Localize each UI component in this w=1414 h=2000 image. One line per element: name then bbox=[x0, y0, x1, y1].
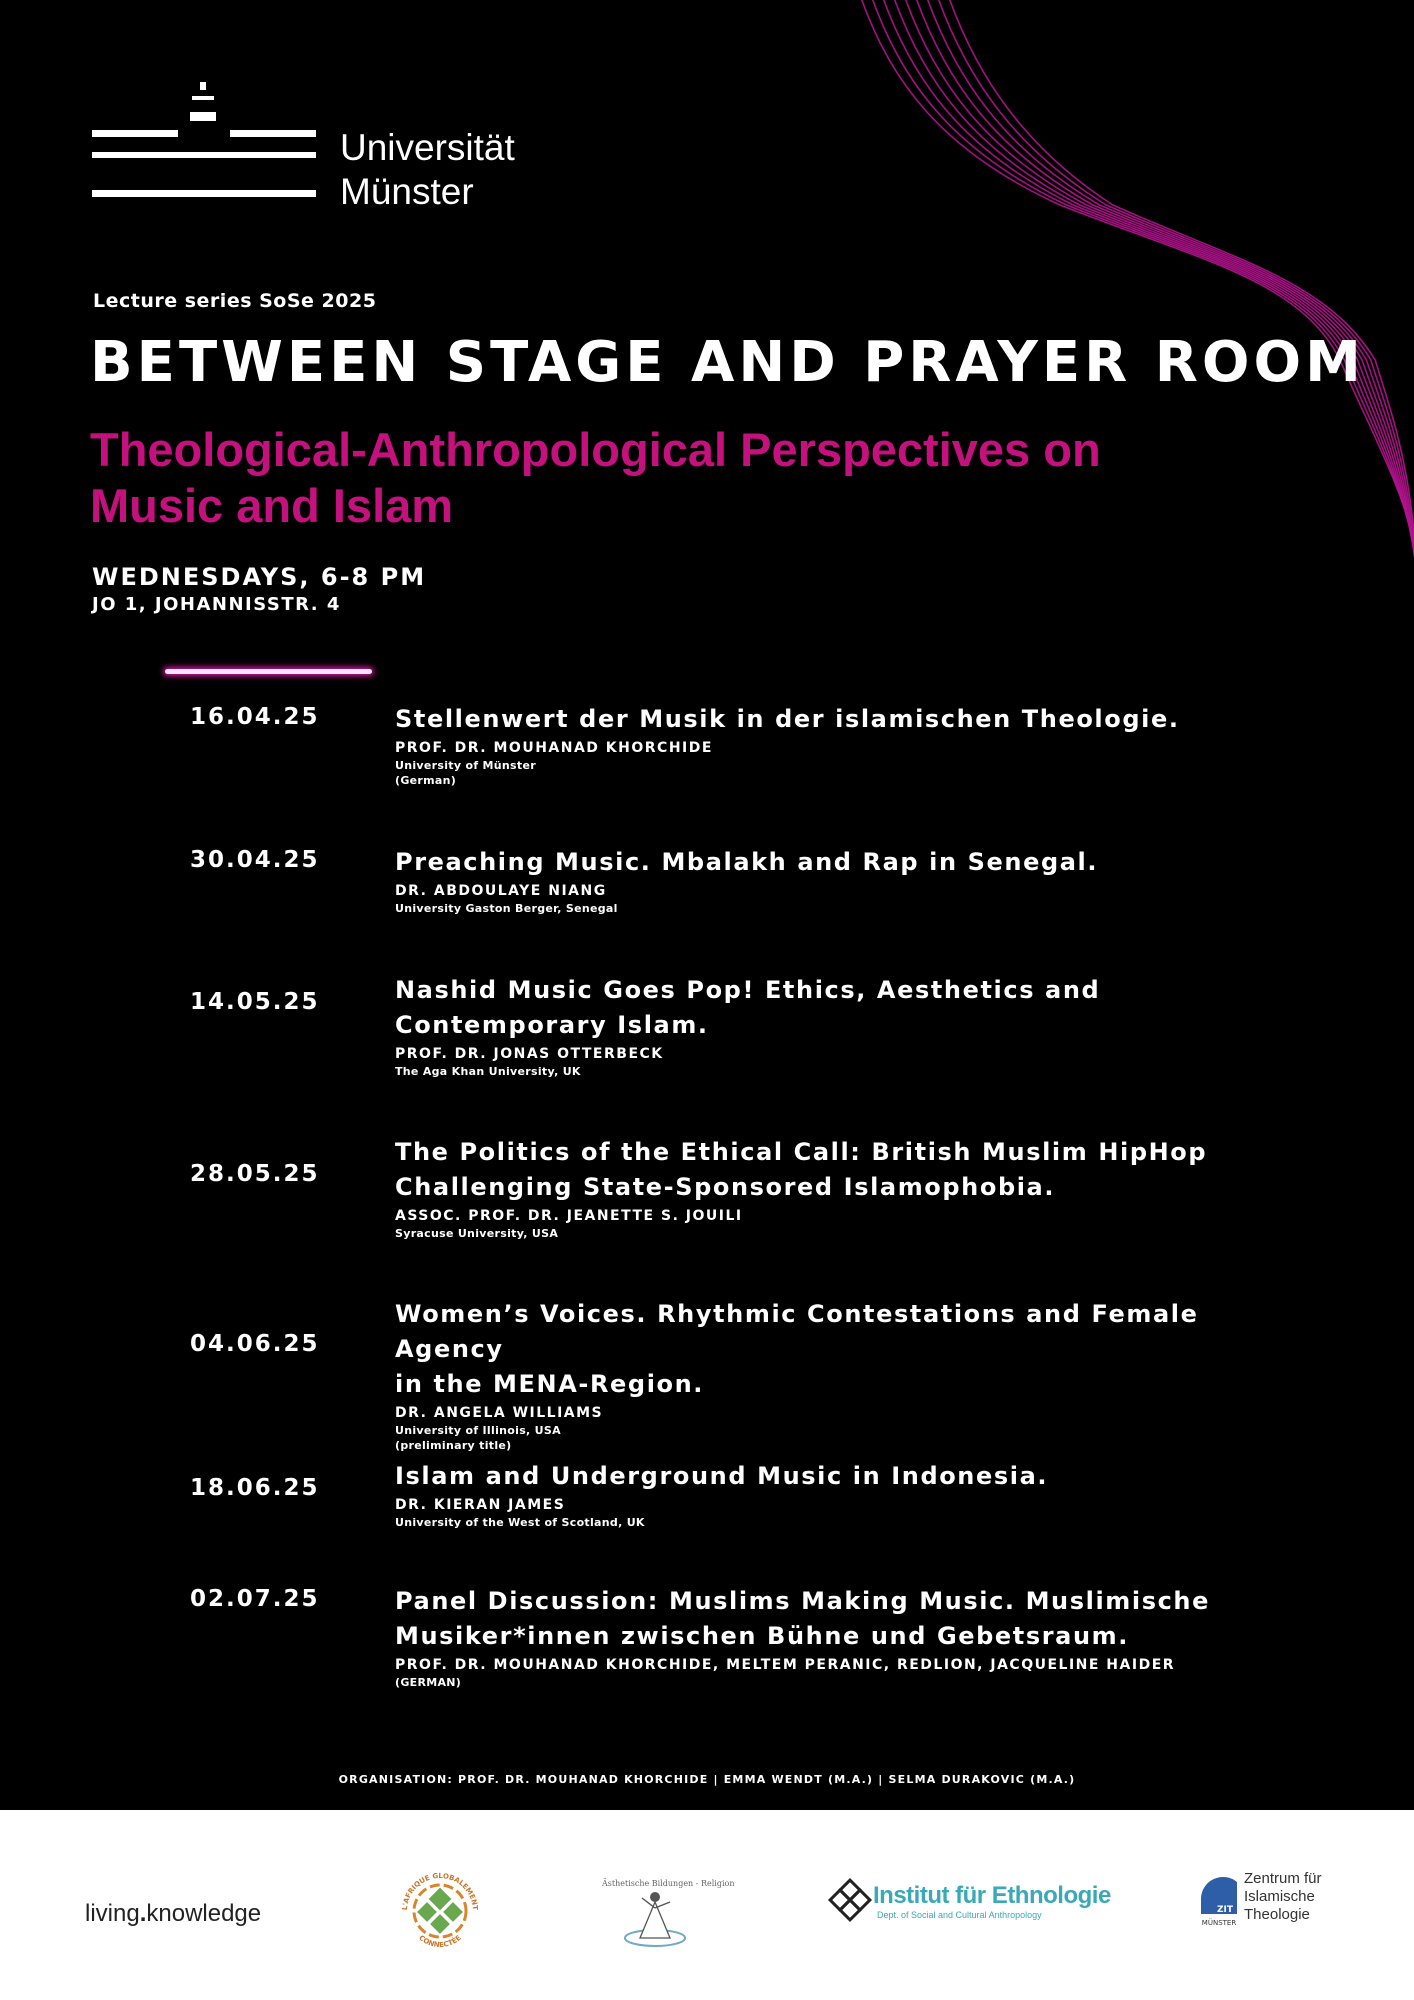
zit-line2: Islamische bbox=[1244, 1888, 1315, 1905]
wave-line bbox=[937, 0, 1414, 637]
session-affiliation: University of Münster bbox=[395, 759, 536, 772]
session-affiliation: University of the West of Scotland, UK bbox=[395, 1516, 645, 1529]
session-title: The Politics of the Ethical Call: British Muslim HipHop bbox=[395, 1138, 1208, 1166]
aesthetic-text: Ästhetische Bildungen - Religion bbox=[602, 1879, 735, 1888]
university-name bbox=[340, 126, 515, 214]
university-name-line1: Universität bbox=[340, 127, 515, 168]
organisation-credits: ORGANISATION: PROF. DR. MOUHANAD KHORCHIDE | EMMA WENDT (M.A.) | SELMA DURAKOVIC (M.A.) bbox=[338, 1773, 1076, 1786]
schedule-text: WEDNESDAYS, 6-8 PM bbox=[92, 563, 427, 591]
session-title: Islam and Underground Music in Indonesia. bbox=[395, 1462, 1049, 1490]
ethnologie-knot-icon bbox=[830, 1880, 870, 1920]
subtitle bbox=[90, 422, 1190, 534]
subtitle-line1: Theological-Anthropological Perspectives on bbox=[90, 423, 1101, 476]
session-note: (preliminary title) bbox=[395, 1439, 512, 1452]
series-label: Lecture series SoSe 2025 bbox=[93, 290, 377, 312]
session-speaker: DR. ANGELA WILLIAMS bbox=[395, 1405, 604, 1421]
svg-text:CONNECTÉE bbox=[417, 1934, 463, 1949]
session-title-line2: Contemporary Islam. bbox=[395, 1011, 709, 1039]
session-title-line2: Musiker*innen zwischen Bühne und Gebetsraum. bbox=[395, 1622, 1129, 1650]
afrique-top-text: L'AFRIQUE GLOBALEMENT bbox=[400, 1871, 480, 1911]
session-title: Panel Discussion: Muslims Making Music. Muslimische bbox=[395, 1587, 1210, 1615]
venue-text: JO 1, JOHANNISSTR. 4 bbox=[92, 594, 341, 615]
session-info bbox=[395, 1584, 1295, 1690]
living-word2: knowledge bbox=[146, 1900, 262, 1927]
zit-name bbox=[1244, 1870, 1322, 1924]
session-info bbox=[395, 973, 1295, 1079]
session-date: 16.04.25 bbox=[190, 704, 320, 730]
aesthetic-dervish-logo bbox=[600, 1872, 735, 1952]
session-info bbox=[395, 1297, 1295, 1453]
session-speaker: PROF. DR. JONAS OTTERBECK bbox=[395, 1046, 664, 1062]
session-speaker: DR. KIERAN JAMES bbox=[395, 1497, 566, 1513]
session-title: Women’s Voices. Rhythmic Contestations and Female Agency bbox=[395, 1300, 1199, 1363]
session-info bbox=[395, 845, 1295, 916]
glow-divider bbox=[165, 669, 372, 674]
session-affiliation: (GERMAN) bbox=[395, 1676, 462, 1689]
ethnologie-subtitle: Dept. of Social and Cultural Anthropology bbox=[877, 1910, 1042, 1920]
session-date: 02.07.25 bbox=[190, 1586, 320, 1612]
session-date: 18.06.25 bbox=[190, 1475, 320, 1501]
session-info bbox=[395, 1135, 1295, 1241]
afrique-connectee-logo bbox=[395, 1866, 485, 1956]
session-affiliation: The Aga Khan University, UK bbox=[395, 1065, 581, 1078]
session-affiliation: University Gaston Berger, Senegal bbox=[395, 902, 618, 915]
session-note: (German) bbox=[395, 774, 457, 787]
page-title: BETWEEN STAGE AND PRAYER ROOM bbox=[90, 330, 1365, 395]
session-speaker: PROF. DR. MOUHANAD KHORCHIDE, MELTEM PERANIC, REDLION, JACQUELINE HAIDER bbox=[395, 1657, 1176, 1673]
session-speaker: ASSOC. PROF. DR. JEANETTE S. JOUILI bbox=[395, 1208, 743, 1224]
session-date: 28.05.25 bbox=[190, 1161, 320, 1187]
session-date: 14.05.25 bbox=[190, 989, 320, 1015]
zit-badge-text: ZIT bbox=[1216, 1905, 1233, 1915]
session-title-line2: in the MENA-Region. bbox=[395, 1370, 705, 1398]
session-speaker: PROF. DR. MOUHANAD KHORCHIDE bbox=[395, 740, 713, 756]
session-title: Preaching Music. Mbalakh and Rap in Senegal. bbox=[395, 848, 1099, 876]
session-info bbox=[395, 1459, 1295, 1530]
living-knowledge-logo: living.knowledge bbox=[85, 1900, 262, 1927]
session-date: 04.06.25 bbox=[190, 1331, 320, 1357]
afrique-bottom-text: CONNECTÉE bbox=[417, 1933, 463, 1950]
zit-logo-badge bbox=[1197, 1870, 1242, 1930]
session-affiliation: Syracuse University, USA bbox=[395, 1227, 559, 1240]
zit-line3: Theologie bbox=[1244, 1906, 1310, 1923]
session-speaker: DR. ABDOULAYE NIANG bbox=[395, 883, 607, 899]
session-title: Stellenwert der Musik in der islamischen Theologie. bbox=[395, 705, 1180, 733]
ethnologie-title: Institut für Ethnologie bbox=[873, 1882, 1111, 1909]
zit-line1: Zentrum für bbox=[1244, 1870, 1322, 1887]
subtitle-line2: Music and Islam bbox=[90, 479, 454, 532]
zit-city-text: MÜNSTER bbox=[1201, 1919, 1237, 1927]
university-name-line2: Münster bbox=[340, 171, 474, 212]
wave-line bbox=[948, 0, 1414, 648]
session-date: 30.04.25 bbox=[190, 847, 320, 873]
session-info bbox=[395, 702, 1295, 788]
session-title-line2: Challenging State-Sponsored Islamophobia. bbox=[395, 1173, 1056, 1201]
living-word1: living bbox=[85, 1900, 140, 1927]
session-title: Nashid Music Goes Pop! Ethics, Aesthetics and bbox=[395, 976, 1101, 1004]
session-affiliation: University of Illinois, USA bbox=[395, 1424, 561, 1437]
